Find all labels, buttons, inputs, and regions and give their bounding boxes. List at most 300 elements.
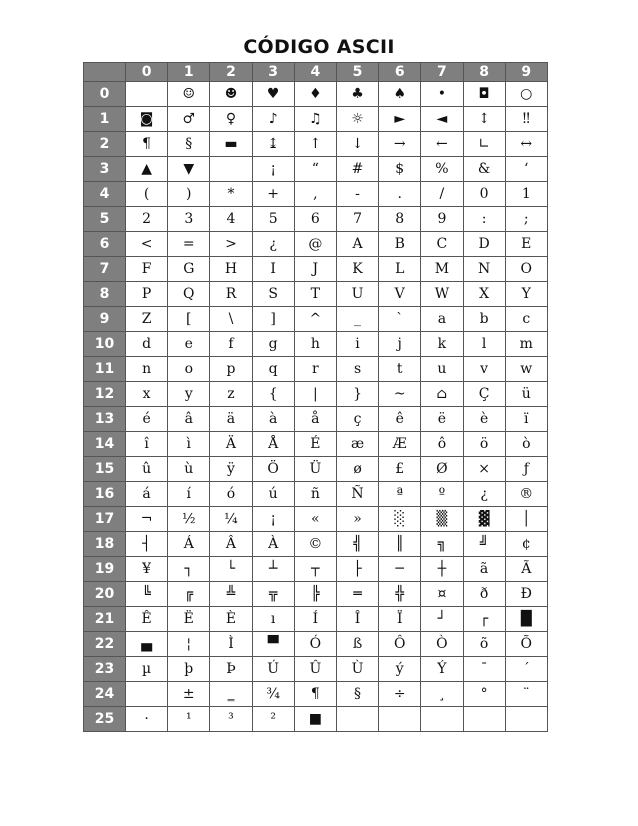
char-cell: • [421,82,463,107]
char-cell: Ï [379,607,421,632]
char-cell: f [210,332,252,357]
char-cell: Ý [421,657,463,682]
char-cell: W [421,282,463,307]
char-cell: á [126,482,168,507]
char-cell: Ù [336,657,378,682]
char-cell: ú [252,482,294,507]
table-row [84,332,548,357]
char-cell: ¡ [252,507,294,532]
row-header: 20 [84,582,126,607]
char-cell: ù [168,457,210,482]
char-cell: ‗ [210,682,252,707]
char-cell: ¯ [463,657,505,682]
row-header: 5 [84,207,126,232]
char-cell: Í [294,607,336,632]
char-cell: ┬ [294,557,336,582]
table-row [84,282,548,307]
char-cell: [ [168,307,210,332]
char-cell: Þ [210,657,252,682]
char-cell: é [126,407,168,432]
char-cell: _ [336,307,378,332]
char-cell: k [421,332,463,357]
char-cell: ® [505,482,547,507]
char-cell: g [252,332,294,357]
row-header: 10 [84,332,126,357]
table-row [84,607,548,632]
table-body [84,82,548,732]
char-cell: X [463,282,505,307]
char-cell: d [126,332,168,357]
char-cell: § [336,682,378,707]
table-row [84,507,548,532]
table-row [84,207,548,232]
char-cell: ã [463,557,505,582]
char-cell: ┐ [168,557,210,582]
char-cell: · [126,707,168,732]
table-row [84,82,548,107]
char-cell [379,707,421,732]
char-cell: ) [168,182,210,207]
char-cell: ] [252,307,294,332]
char-cell: Ò [421,632,463,657]
char-cell: Ì [210,632,252,657]
char-cell: ▲ [126,157,168,182]
char-cell: - [336,182,378,207]
char-cell: Ê [126,607,168,632]
char-cell: ÷ [379,682,421,707]
table-row [84,407,548,432]
char-cell: N [463,257,505,282]
column-header: 1 [168,63,210,82]
row-header: 24 [84,682,126,707]
char-cell: F [126,257,168,282]
char-cell: º [421,482,463,507]
char-cell: p [210,357,252,382]
char-cell: q [252,357,294,382]
char-cell: È [210,607,252,632]
column-header: 2 [210,63,252,82]
char-cell: ▼ [168,157,210,182]
char-cell: T [294,282,336,307]
char-cell: b [463,307,505,332]
column-header: 9 [505,63,547,82]
char-cell: ~ [379,382,421,407]
char-cell: “ [294,157,336,182]
char-cell: 7 [336,207,378,232]
char-cell: └ [210,557,252,582]
char-cell: V [379,282,421,307]
char-cell: ║ [379,532,421,557]
char-cell: Â [210,532,252,557]
char-cell: ╔ [168,582,210,607]
char-cell: µ [126,657,168,682]
char-cell: Y [505,282,547,307]
char-cell: L [379,257,421,282]
row-header: 22 [84,632,126,657]
char-cell: è [463,407,505,432]
char-cell: E [505,232,547,257]
char-cell: í [168,482,210,507]
char-cell: § [168,132,210,157]
char-cell: ñ [294,482,336,507]
row-header: 17 [84,507,126,532]
char-cell: ∟ [463,132,505,157]
table-row [84,132,548,157]
char-cell: ↔ [505,132,547,157]
char-cell: Q [168,282,210,307]
char-cell: i [336,332,378,357]
char-cell: æ [336,432,378,457]
ascii-table [83,62,548,732]
char-cell: = [168,232,210,257]
char-cell: ä [210,407,252,432]
char-cell: × [463,457,505,482]
char-cell: → [379,132,421,157]
char-cell: ; [505,207,547,232]
table-row [84,582,548,607]
char-cell: ↓ [336,132,378,157]
char-cell: » [336,507,378,532]
char-cell: ◘ [463,82,505,107]
char-cell: > [210,232,252,257]
char-cell [126,682,168,707]
char-cell: 0 [463,182,505,207]
char-cell [126,82,168,107]
char-cell: s [336,357,378,382]
char-cell: K [336,257,378,282]
char-cell: Ü [294,457,336,482]
page-title: CÓDIGO ASCII [243,36,395,58]
char-cell: ◄ [421,107,463,132]
char-cell: å [294,407,336,432]
char-cell: Ð [505,582,547,607]
char-cell: ò [505,432,547,457]
char-cell: ☻ [210,82,252,107]
char-cell: ¶ [126,132,168,157]
char-cell: ¬ [126,507,168,532]
char-cell: ð [463,582,505,607]
table-row [84,707,548,732]
char-cell: # [336,157,378,182]
char-cell: â [168,407,210,432]
table-row [84,382,548,407]
header-row [84,63,548,82]
char-cell: ↨ [252,132,294,157]
char-cell: + [252,182,294,207]
char-cell: © [294,532,336,557]
char-cell: | [294,382,336,407]
char-cell: Ø [421,457,463,482]
row-header: 14 [84,432,126,457]
char-cell: y [168,382,210,407]
char-cell: h [294,332,336,357]
char-cell: ` [379,307,421,332]
char-cell: ¼ [210,507,252,532]
char-cell: ▒ [421,507,463,532]
char-cell: ╣ [336,532,378,557]
char-cell: S [252,282,294,307]
char-cell: ◙ [126,107,168,132]
char-cell: ‘ [505,157,547,182]
char-cell: ³ [210,707,252,732]
row-header: 2 [84,132,126,157]
char-cell: : [463,207,505,232]
char-cell: @ [294,232,336,257]
char-cell: * [210,182,252,207]
char-cell: ü [505,382,547,407]
table-row [84,657,548,682]
char-cell: G [168,257,210,282]
row-header: 12 [84,382,126,407]
char-cell: ─ [379,557,421,582]
char-cell: ╦ [252,582,294,607]
char-cell: « [294,507,336,532]
char-cell: 5 [252,207,294,232]
char-cell: B [379,232,421,257]
char-cell: ⌂ [421,382,463,407]
char-cell: 6 [294,207,336,232]
char-cell: ì [168,432,210,457]
char-cell: H [210,257,252,282]
char-cell: Ä [210,432,252,457]
char-cell: v [463,357,505,382]
char-cell: ╗ [421,532,463,557]
char-cell: { [252,382,294,407]
char-cell: ‼ [505,107,547,132]
char-cell: ┘ [421,607,463,632]
char-cell: Ã [505,557,547,582]
column-header: 3 [252,63,294,82]
char-cell: x [126,382,168,407]
table-row [84,432,548,457]
char-cell: $ [379,157,421,182]
char-cell: ø [336,457,378,482]
char-cell: ¶ [294,682,336,707]
char-cell: ═ [336,582,378,607]
char-cell: ♦ [294,82,336,107]
char-cell: Ñ [336,482,378,507]
char-cell: ¿ [252,232,294,257]
char-cell: 3 [168,207,210,232]
row-header: 16 [84,482,126,507]
char-cell: ý [379,657,421,682]
char-cell: █ [505,607,547,632]
char-cell: o [168,357,210,382]
char-cell: ó [210,482,252,507]
char-cell: Î [336,607,378,632]
char-cell: ▀ [252,632,294,657]
char-cell: t [379,357,421,382]
char-cell: ¥ [126,557,168,582]
char-cell: ª [379,482,421,507]
char-cell: ö [463,432,505,457]
char-cell: Ó [294,632,336,657]
table-row [84,482,548,507]
char-cell: j [379,332,421,357]
char-cell: \ [210,307,252,332]
row-header: 19 [84,557,126,582]
char-cell: ÿ [210,457,252,482]
char-cell: õ [463,632,505,657]
char-cell: ♂ [168,107,210,132]
char-cell: ► [379,107,421,132]
char-cell: ô [421,432,463,457]
table-row [84,307,548,332]
char-cell: ± [168,682,210,707]
char-cell: ┤ [126,532,168,557]
column-header: 0 [126,63,168,82]
char-cell: c [505,307,547,332]
char-cell: ♀ [210,107,252,132]
char-cell: ¾ [252,682,294,707]
char-cell: ê [379,407,421,432]
char-cell: Á [168,532,210,557]
char-cell: Ö [252,457,294,482]
char-cell: C [421,232,463,257]
char-cell: ☼ [336,107,378,132]
char-cell: n [126,357,168,382]
char-cell: ♣ [336,82,378,107]
char-cell: ■ [294,707,336,732]
char-cell: P [126,282,168,307]
char-cell: ¢ [505,532,547,557]
table-row [84,232,548,257]
column-header: 7 [421,63,463,82]
char-cell: ┴ [252,557,294,582]
table-row [84,532,548,557]
row-header: 4 [84,182,126,207]
char-cell: < [126,232,168,257]
char-cell [463,707,505,732]
char-cell: ┼ [421,557,463,582]
char-cell: D [463,232,505,257]
char-cell: Ç [463,382,505,407]
char-cell: Z [126,307,168,332]
char-cell: ß [336,632,378,657]
char-cell: Õ [505,632,547,657]
char-cell: ï [505,407,547,432]
char-cell: ♠ [379,82,421,107]
char-cell: ¤ [421,582,463,607]
char-cell: M [421,257,463,282]
char-cell: ¸ [421,682,463,707]
row-header: 3 [84,157,126,182]
column-header: 5 [336,63,378,82]
char-cell: ← [421,132,463,157]
char-cell: O [505,257,547,282]
table-row [84,257,548,282]
char-cell: Û [294,657,336,682]
table-row [84,682,548,707]
char-cell: ( [126,182,168,207]
char-cell: a [421,307,463,332]
char-cell: ♪ [252,107,294,132]
char-cell: . [379,182,421,207]
char-cell: ² [252,707,294,732]
char-cell: ♥ [252,82,294,107]
column-header: 8 [463,63,505,82]
char-cell: R [210,282,252,307]
row-header: 13 [84,407,126,432]
char-cell: ´ [505,657,547,682]
char-cell: , [294,182,336,207]
char-cell: ¡ [252,157,294,182]
char-cell: ë [421,407,463,432]
char-cell: ○ [505,82,547,107]
table-row [84,107,548,132]
char-cell: ı [252,607,294,632]
char-cell [210,157,252,182]
char-cell: 2 [126,207,168,232]
row-header: 1 [84,107,126,132]
row-header: 21 [84,607,126,632]
char-cell: ▄ [126,632,168,657]
char-cell: w [505,357,547,382]
char-cell: Å [252,432,294,457]
char-cell: ♫ [294,107,336,132]
table-row [84,632,548,657]
char-cell: û [126,457,168,482]
char-cell: I [252,257,294,282]
char-cell: A [336,232,378,257]
char-cell: r [294,357,336,382]
table-row [84,182,548,207]
char-cell: ¨ [505,682,547,707]
char-cell: Ô [379,632,421,657]
char-cell: } [336,382,378,407]
char-cell: % [421,157,463,182]
char-cell: 4 [210,207,252,232]
char-cell: U [336,282,378,307]
row-header: 23 [84,657,126,682]
char-cell: ├ [336,557,378,582]
char-cell: ░ [379,507,421,532]
corner-cell [84,63,126,82]
char-cell: ╬ [379,582,421,607]
row-header: 18 [84,532,126,557]
char-cell [421,707,463,732]
char-cell [336,707,378,732]
row-header: 15 [84,457,126,482]
char-cell: 8 [379,207,421,232]
table-row [84,157,548,182]
char-cell: ° [463,682,505,707]
char-cell: ╝ [463,532,505,557]
char-cell: É [294,432,336,457]
row-header: 6 [84,232,126,257]
char-cell: J [294,257,336,282]
row-header: 11 [84,357,126,382]
char-cell: / [421,182,463,207]
char-cell: ¹ [168,707,210,732]
char-cell: m [505,332,547,357]
row-header: 7 [84,257,126,282]
char-cell: ^ [294,307,336,332]
char-cell: l [463,332,505,357]
char-cell: Ú [252,657,294,682]
column-header: 6 [379,63,421,82]
row-header: 8 [84,282,126,307]
char-cell: e [168,332,210,357]
table-row [84,457,548,482]
char-cell: ╩ [210,582,252,607]
char-cell: z [210,382,252,407]
char-cell: u [421,357,463,382]
char-cell: ▬ [210,132,252,157]
char-cell: à [252,407,294,432]
char-cell: ƒ [505,457,547,482]
char-cell [505,707,547,732]
